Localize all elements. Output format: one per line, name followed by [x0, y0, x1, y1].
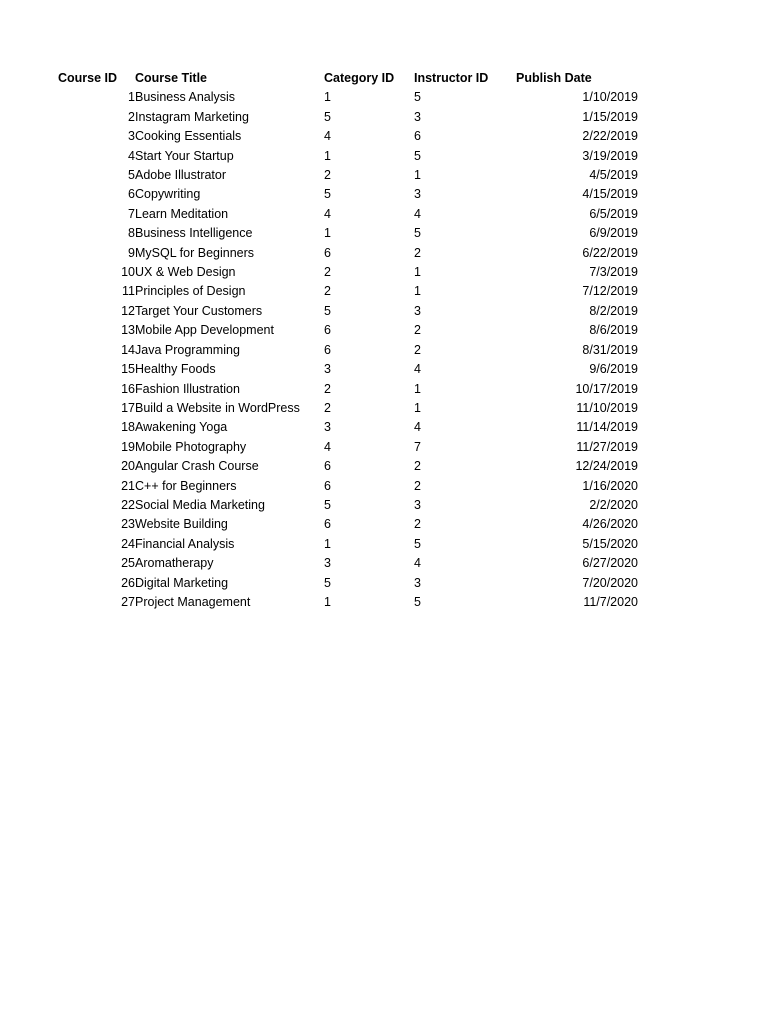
cell-course-title[interactable]: Financial Analysis [135, 536, 235, 551]
cell-course-title[interactable]: Project Management [135, 594, 251, 609]
cell-course-id[interactable]: 19 [121, 439, 135, 454]
cell-course-id[interactable]: 23 [121, 517, 135, 532]
cell-course-title[interactable]: Angular Crash Course [135, 459, 259, 474]
cell-publish-date[interactable]: 5/15/2020 [582, 536, 638, 551]
cell-publish-date[interactable]: 1/10/2019 [582, 90, 638, 105]
cell-course-title[interactable]: Digital Marketing [135, 575, 229, 590]
table-row [58, 496, 638, 515]
cell-category-id[interactable]: 2 [324, 168, 331, 183]
cell-course-id[interactable]: 26 [121, 575, 135, 590]
header-publish-date[interactable]: Publish Date [516, 71, 592, 85]
header-row [58, 69, 638, 88]
cell-course-id[interactable]: 14 [121, 342, 135, 357]
table-row [58, 380, 638, 399]
cell-category-id[interactable]: 1 [324, 148, 331, 163]
cell-publish-date[interactable]: 11/10/2019 [576, 400, 638, 415]
cell-course-title[interactable]: Principles of Design [135, 284, 246, 299]
table-row [58, 360, 638, 379]
table-row [58, 321, 638, 340]
cell-publish-date[interactable]: 7/3/2019 [589, 265, 638, 280]
cell-publish-date[interactable]: 4/5/2019 [589, 168, 638, 183]
cell-publish-date[interactable]: 4/15/2019 [582, 187, 638, 202]
table-row [58, 554, 638, 573]
cell-instructor-id[interactable]: 1 [414, 381, 421, 396]
cell-course-title[interactable]: Target Your Customers [135, 303, 263, 318]
cell-category-id[interactable]: 1 [324, 226, 331, 241]
cell-instructor-id[interactable]: 7 [414, 439, 421, 454]
cell-category-id[interactable]: 2 [324, 381, 331, 396]
cell-instructor-id[interactable]: 1 [414, 400, 421, 415]
cell-course-title[interactable]: Social Media Marketing [135, 497, 265, 512]
cell-category-id[interactable]: 2 [324, 265, 331, 280]
cell-category-id[interactable]: 6 [324, 323, 331, 338]
table-row [58, 263, 638, 282]
table-row [58, 574, 638, 593]
cell-category-id[interactable]: 6 [324, 517, 331, 532]
cell-course-id[interactable]: 1 [128, 90, 135, 105]
cell-category-id[interactable]: 1 [324, 536, 331, 551]
cell-category-id[interactable]: 5 [324, 497, 331, 512]
table-row [58, 224, 638, 243]
cell-instructor-id[interactable]: 4 [414, 206, 421, 221]
cell-course-title[interactable]: Fashion Illustration [135, 381, 240, 396]
cell-instructor-id[interactable]: 3 [414, 187, 421, 202]
cell-publish-date[interactable]: 8/31/2019 [582, 342, 638, 357]
cell-course-title[interactable]: Aromatherapy [135, 556, 214, 571]
cell-instructor-id[interactable]: 2 [414, 245, 421, 260]
cell-instructor-id[interactable]: 2 [414, 517, 421, 532]
cell-course-title[interactable]: Mobile App Development [135, 323, 274, 338]
cell-instructor-id[interactable]: 2 [414, 342, 421, 357]
cell-course-id[interactable]: 21 [121, 478, 135, 493]
table-row [58, 535, 638, 554]
cell-instructor-id[interactable]: 2 [414, 459, 421, 474]
cell-category-id[interactable]: 6 [324, 459, 331, 474]
cell-instructor-id[interactable]: 5 [414, 148, 421, 163]
cell-course-id[interactable]: 10 [121, 265, 135, 280]
cell-course-title[interactable]: Build a Website in WordPress [135, 400, 300, 415]
cell-instructor-id[interactable]: 3 [414, 575, 421, 590]
cell-instructor-id[interactable]: 2 [414, 323, 421, 338]
table-row [58, 341, 638, 360]
cell-category-id[interactable]: 4 [324, 206, 331, 221]
cell-course-id[interactable]: 13 [121, 323, 135, 338]
cell-publish-date[interactable]: 10/17/2019 [575, 381, 638, 396]
table-row [58, 205, 638, 224]
table-row [58, 399, 638, 418]
cell-course-title[interactable]: Start Your Startup [135, 148, 234, 163]
cell-category-id[interactable]: 4 [324, 129, 331, 144]
cell-course-id[interactable]: 16 [121, 381, 135, 396]
cell-instructor-id[interactable]: 3 [414, 109, 421, 124]
cell-instructor-id[interactable]: 4 [414, 556, 421, 571]
cell-instructor-id[interactable]: 3 [414, 497, 421, 512]
cell-instructor-id[interactable]: 6 [414, 129, 421, 144]
cell-course-id[interactable]: 2 [128, 109, 135, 124]
cell-category-id[interactable]: 6 [324, 478, 331, 493]
table-row [58, 147, 638, 166]
cell-publish-date[interactable]: 2/22/2019 [582, 129, 638, 144]
cell-category-id[interactable]: 1 [324, 90, 331, 105]
header-instructor-id[interactable]: Instructor ID [414, 71, 489, 85]
cell-publish-date[interactable]: 1/15/2019 [582, 109, 638, 124]
cell-course-id[interactable]: 27 [121, 594, 135, 609]
cell-course-id[interactable]: 9 [128, 245, 135, 260]
cell-category-id[interactable]: 3 [324, 556, 331, 571]
cell-course-title[interactable]: Instagram Marketing [135, 109, 249, 124]
cell-publish-date[interactable]: 8/6/2019 [589, 323, 638, 338]
cell-instructor-id[interactable]: 5 [414, 226, 421, 241]
cell-instructor-id[interactable]: 1 [414, 168, 421, 183]
table-row [58, 438, 638, 457]
cell-course-id[interactable]: 4 [128, 148, 135, 163]
cell-course-id[interactable]: 17 [121, 400, 135, 415]
cell-category-id[interactable]: 3 [324, 420, 331, 435]
cell-course-title[interactable]: Website Building [135, 517, 228, 532]
cell-publish-date[interactable]: 11/27/2019 [576, 439, 638, 454]
table-row [58, 166, 638, 185]
cell-course-id[interactable]: 8 [128, 226, 135, 241]
cell-publish-date[interactable]: 11/14/2019 [576, 420, 638, 435]
cell-category-id[interactable]: 3 [324, 362, 331, 377]
cell-course-title[interactable]: UX & Web Design [135, 265, 236, 280]
table-row [58, 108, 638, 127]
cell-category-id[interactable]: 5 [324, 187, 331, 202]
cell-course-title[interactable]: Mobile Photography [135, 439, 247, 454]
cell-course-id[interactable]: 22 [121, 497, 135, 512]
cell-publish-date[interactable]: 6/27/2020 [582, 556, 638, 571]
table-row [58, 477, 638, 496]
cell-course-title[interactable]: Cooking Essentials [135, 129, 242, 144]
table-row [58, 593, 638, 612]
cell-category-id[interactable]: 4 [324, 439, 331, 454]
cell-category-id[interactable]: 1 [324, 594, 331, 609]
cell-category-id[interactable]: 5 [324, 109, 331, 124]
cell-course-id[interactable]: 18 [121, 420, 135, 435]
courses-table [58, 69, 638, 612]
cell-course-id[interactable]: 25 [121, 556, 135, 571]
cell-course-title[interactable]: MySQL for Beginners [135, 245, 255, 260]
cell-course-id[interactable]: 11 [122, 284, 135, 299]
cell-course-id[interactable]: 15 [121, 362, 135, 377]
cell-course-title[interactable]: Awakening Yoga [135, 420, 228, 435]
cell-category-id[interactable]: 5 [324, 575, 331, 590]
cell-publish-date[interactable]: 8/2/2019 [589, 303, 638, 318]
cell-instructor-id[interactable]: 4 [414, 362, 421, 377]
table-row [58, 282, 638, 301]
cell-instructor-id[interactable]: 2 [414, 478, 421, 493]
cell-publish-date[interactable]: 6/5/2019 [589, 206, 638, 221]
cell-instructor-id[interactable]: 4 [414, 420, 421, 435]
header-course-id[interactable]: Course ID [58, 71, 118, 85]
cell-course-title[interactable]: Learn Meditation [135, 206, 229, 221]
cell-instructor-id[interactable]: 1 [414, 284, 421, 299]
cell-publish-date[interactable]: 11/7/2020 [583, 594, 638, 609]
table-row [58, 127, 638, 146]
cell-category-id[interactable]: 2 [324, 284, 331, 299]
cell-category-id[interactable]: 5 [324, 303, 331, 318]
cell-course-title[interactable]: C++ for Beginners [135, 478, 237, 493]
cell-publish-date[interactable]: 9/6/2019 [589, 362, 638, 377]
table-row [58, 457, 638, 476]
cell-instructor-id[interactable]: 5 [414, 90, 421, 105]
table-row [58, 244, 638, 263]
cell-instructor-id[interactable]: 5 [414, 594, 421, 609]
cell-course-title[interactable]: Business Analysis [135, 90, 236, 105]
cell-publish-date[interactable]: 7/12/2019 [582, 284, 638, 299]
header-category-id[interactable]: Category ID [324, 71, 395, 85]
table-row [58, 185, 638, 204]
cell-category-id[interactable]: 6 [324, 342, 331, 357]
cell-instructor-id[interactable]: 5 [414, 536, 421, 551]
cell-publish-date[interactable]: 1/16/2020 [582, 478, 638, 493]
cell-publish-date[interactable]: 12/24/2019 [575, 459, 638, 474]
cell-publish-date[interactable]: 4/26/2020 [582, 517, 638, 532]
cell-course-id[interactable]: 6 [128, 187, 135, 202]
table-row [58, 88, 638, 107]
cell-publish-date[interactable]: 6/22/2019 [582, 245, 638, 260]
cell-publish-date[interactable]: 6/9/2019 [589, 226, 638, 241]
cell-publish-date[interactable]: 2/2/2020 [589, 497, 638, 512]
cell-category-id[interactable]: 2 [324, 400, 331, 415]
cell-course-id[interactable]: 5 [128, 168, 135, 183]
cell-category-id[interactable]: 6 [324, 245, 331, 260]
table-row [58, 418, 638, 437]
table-row [58, 515, 638, 534]
cell-course-title[interactable]: Adobe Illustrator [135, 168, 227, 183]
cell-publish-date[interactable]: 3/19/2019 [582, 148, 638, 163]
cell-course-title[interactable]: Business Intelligence [135, 226, 253, 241]
cell-instructor-id[interactable]: 3 [414, 303, 421, 318]
cell-course-id[interactable]: 3 [128, 129, 135, 144]
table-row [58, 302, 638, 321]
cell-course-id[interactable]: 12 [121, 303, 135, 318]
header-course-title[interactable]: Course Title [135, 71, 208, 85]
cell-course-id[interactable]: 7 [128, 206, 135, 221]
cell-course-title[interactable]: Healthy Foods [135, 362, 216, 377]
cell-course-id[interactable]: 20 [121, 459, 135, 474]
cell-course-id[interactable]: 24 [121, 536, 135, 551]
cell-publish-date[interactable]: 7/20/2020 [582, 575, 638, 590]
cell-course-title[interactable]: Copywriting [135, 187, 201, 202]
table-body [58, 88, 638, 612]
cell-instructor-id[interactable]: 1 [414, 265, 421, 280]
cell-course-title[interactable]: Java Programming [135, 342, 240, 357]
